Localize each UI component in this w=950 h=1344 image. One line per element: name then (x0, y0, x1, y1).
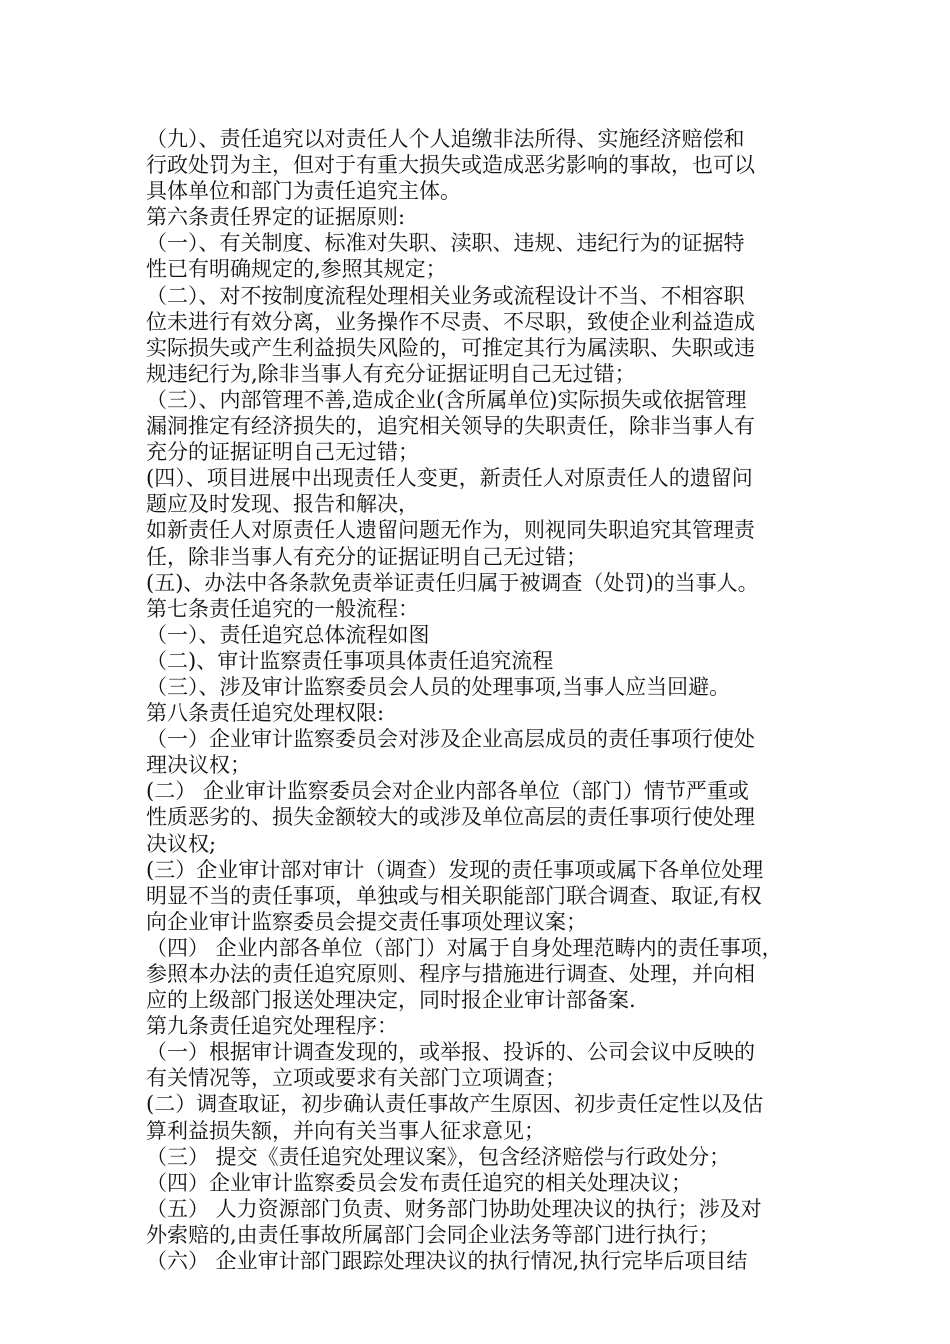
text-line: （六） 企业审计部门跟踪处理决议的执行情况,执行完毕后项目结 (146, 1249, 748, 1274)
text-line: （二)、审计监察责任事项具体责任追究流程 (146, 648, 554, 673)
text-line: （一）、有关制度、标准对失职、渎职、违规、违纪行为的证据特 (146, 231, 745, 256)
text-line: (三）企业审计部对审计（调查）发现的责任事项或属下各单位处理 (146, 857, 764, 882)
text-line: （三）、涉及审计监察委员会人员的处理事项,当事人应当回避。 (146, 674, 731, 699)
text-line: 任，除非当事人有充分的证据证明自己无过错； (146, 544, 587, 569)
text-line: 外索赔的,由责任事故所属部门会同企业法务等部门进行执行； (146, 1222, 720, 1247)
text-line: 算利益损失额，并向有关当事人征求意见； (146, 1118, 545, 1143)
text-line: 充分的证据证明自己无过错； (146, 440, 419, 465)
document-page (146, 126, 816, 1274)
text-line: 题应及时发现、报告和解决， (146, 492, 419, 517)
text-line: 行政处罚为主，但对于有重大损失或造成恶劣影响的事故，也可以 (146, 153, 755, 178)
text-line: 参照本办法的责任追究原则、程序与措施进行调查、处理，并向相 (146, 962, 755, 986)
text-line: 决议权; (146, 831, 217, 856)
text-line: （四） 企业内部各单位（部门）对属于自身处理范畴内的责任事项， (146, 935, 783, 960)
text-line: 规违纪行为,除非当事人有充分证据证明自己无过错； (146, 361, 636, 386)
text-line: 向企业审计监察委员会提交责任事项处理议案； (146, 909, 587, 934)
section-heading: 第九条责任追究处理程序： (146, 1014, 398, 1039)
text-line: （五） 人力资源部门负责、财务部门协助处理决议的执行；涉及对 (146, 1196, 762, 1221)
text-line: （二）、对不按制度流程处理相关业务或流程设计不当、不相容职 (146, 283, 745, 308)
text-line: 性质恶劣的、损失金额较大的或涉及单位高层的责任事项行使处理 (146, 805, 755, 830)
text-line: (二） 企业审计监察委员会对企业内部各单位（部门）情节严重或 (146, 779, 749, 804)
text-line: 漏洞推定有经济损失的，追究相关领导的失职责任，除非当事人有 (146, 414, 755, 439)
text-line: 应的上级部门报送处理决定，同时报企业审计部备案. (146, 988, 636, 1013)
section-heading: 第七条责任追究的一般流程： (146, 596, 419, 621)
text-line: (二）调查取证，初步确认责任事故产生原因、初步责任定性以及估 (146, 1092, 764, 1117)
text-line: 理决议权； (146, 753, 251, 778)
text-line: 如新责任人对原责任人遗留问题无作为，则视同失职追究其管理责 (146, 518, 755, 543)
text-line: （一）企业审计监察委员会对涉及企业高层成员的责任事项行使处 (146, 727, 755, 752)
text-line: （三） 提交《责任追究处理议案》，包含经济赔偿与行政处分； (146, 1144, 731, 1169)
text-line: (五)、办法中各条款免责举证责任归属于被调查（处罚)的当事人。 (146, 570, 759, 595)
text-line: 明显不当的责任事项，单独或与相关职能部门联合调查、取证,有权 (146, 883, 762, 908)
text-line: （九）、责任追究以对责任人个人追缴非法所得、实施经济赔偿和 (146, 127, 745, 151)
section-heading: 第六条责任界定的证据原则: (146, 205, 406, 230)
text-line: （三）、内部管理不善,造成企业(含所属单位)实际损失或依据管理 (146, 387, 747, 412)
text-line: 具体单位和部门为责任追究主体。 (146, 179, 461, 204)
text-line: 位未进行有效分离，业务操作不尽责、不尽职，致使企业利益造成 (146, 309, 755, 334)
text-line: （四）企业审计监察委员会发布责任追究的相关处理决议； (146, 1170, 692, 1195)
text-line: （一）、责任追究总体流程如图 (146, 622, 430, 647)
text-line: 实际损失或产生利益损失风险的，可推定其行为属渎职、失职或违 (146, 335, 755, 360)
text-line: 有关情况等，立项或要求有关部门立项调查； (146, 1066, 566, 1091)
section-heading: 第八条责任追究处理权限: (146, 701, 385, 726)
text-line: 性已有明确规定的,参照其规定； (146, 257, 447, 282)
text-line: (四）、项目进展中出现责任人变更，新责任人对原责任人的遗留问 (146, 466, 753, 491)
text-line: （一）根据审计调查发现的，或举报、投诉的、公司会议中反映的 (146, 1040, 755, 1065)
